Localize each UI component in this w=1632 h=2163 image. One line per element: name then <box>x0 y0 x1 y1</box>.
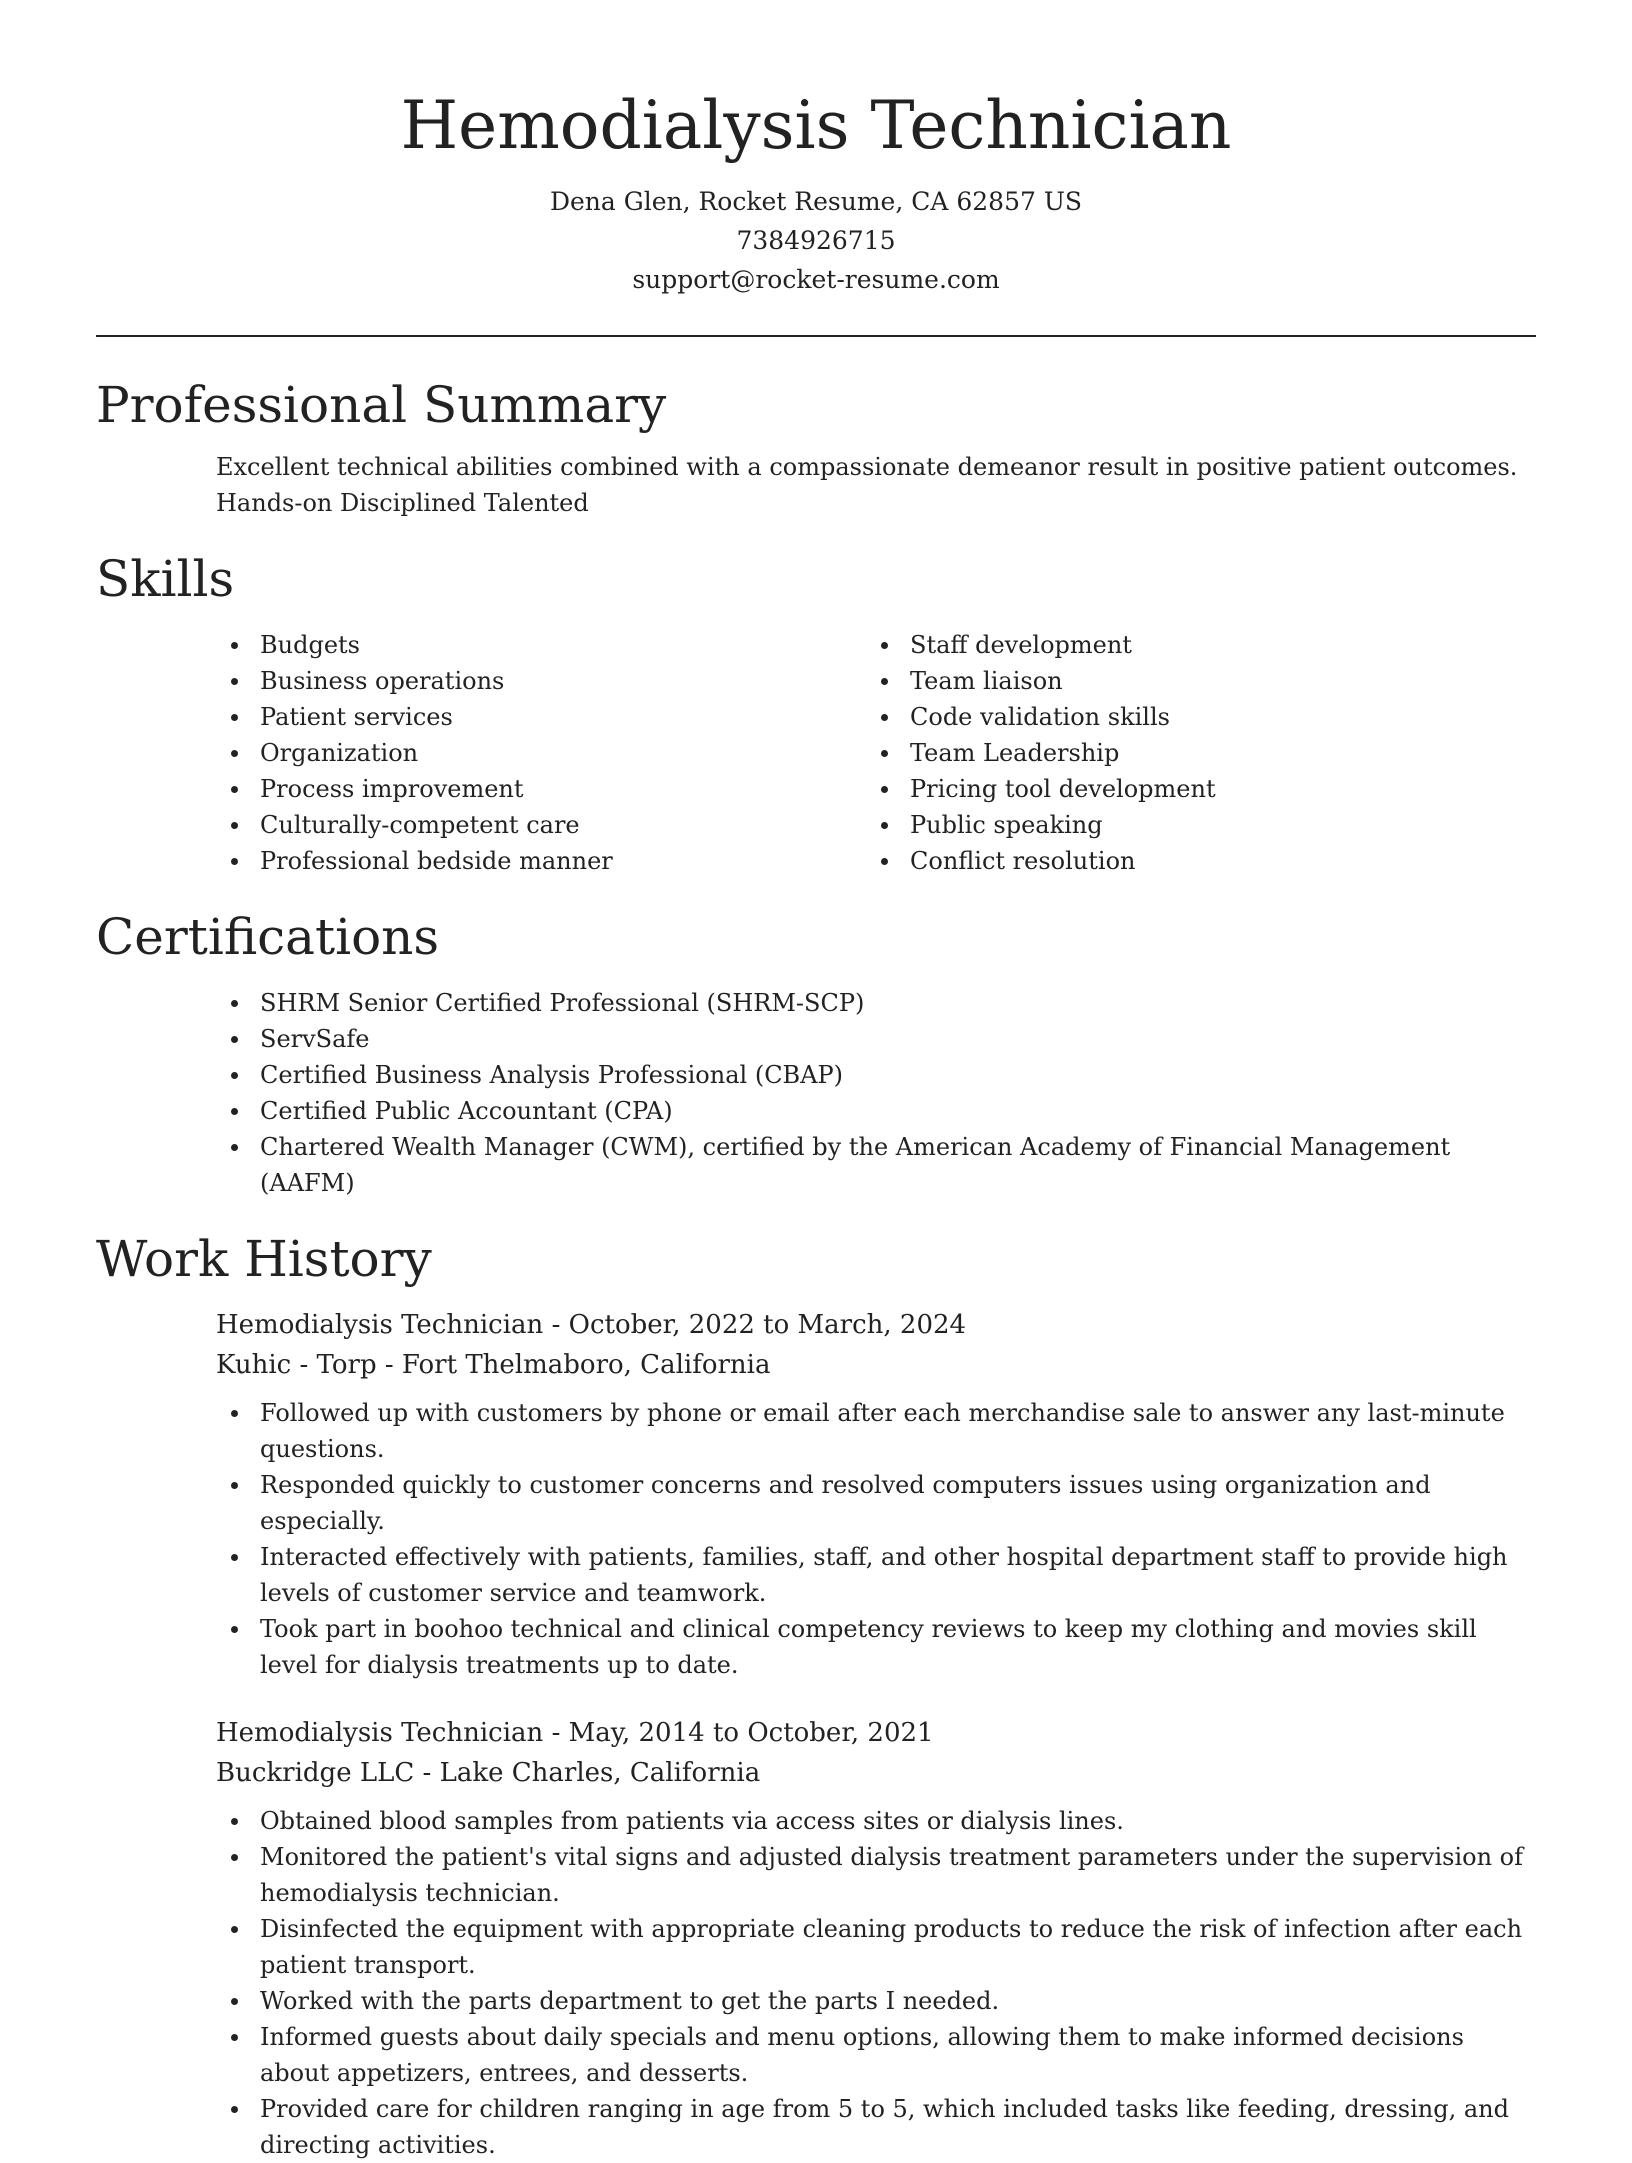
job-employer: Buckridge LLC <box>216 1758 415 1788</box>
job-duty-item: Monitored the patient's vital signs and adjusted dialysis treatment parameters under the supervision of hemodialysis technician. <box>216 1839 1536 1911</box>
certification-item: Certified Public Accountant (CPA) <box>216 1093 1536 1129</box>
skill-item: Conflict resolution <box>866 843 1216 879</box>
job-duty-item: Obtained blood samples from patients via access sites or dialysis lines. <box>216 1803 1536 1839</box>
job-duty-item: Responded quickly to customer concerns and resolved computers issues using organization and especially. <box>216 1467 1536 1539</box>
contact-block <box>96 182 1536 299</box>
resume-title: Hemodialysis Technician <box>400 87 1232 164</box>
resume-page <box>96 0 1536 2163</box>
skill-item: Pricing tool development <box>866 771 1216 807</box>
header-divider <box>96 335 1536 337</box>
skill-item: Professional bedside manner <box>216 843 866 879</box>
summary-text <box>216 449 1536 521</box>
job-location: - Lake Charles, California <box>414 1758 761 1788</box>
certification-item: Certified Business Analysis Professional (CBAP) <box>216 1057 1536 1093</box>
job-duty-item: Interacted effectively with patients, families, staff, and other hospital department staff to provide high levels of customer service and teamwork. <box>216 1539 1536 1611</box>
work-history-heading: Work History <box>96 1230 432 1288</box>
job-title-line <box>216 1713 1536 1753</box>
certifications-heading: Certifications <box>96 908 440 966</box>
summary-line-1: Excellent technical abilities combined with a compassionate demeanor result in positive patient outcomes. <box>216 453 1518 481</box>
skills-heading: Skills <box>96 550 235 608</box>
contact-phone: 7384926715 <box>736 226 896 255</box>
job-entry <box>216 1305 1536 1683</box>
job-duty-item: Took part in boohoo technical and clinical competency reviews to keep my clothing and movies skill level for dialysis treatments up to date. <box>216 1611 1536 1683</box>
job-duties-list <box>216 1803 1536 2163</box>
job-duty-item: Followed up with customers by phone or email after each merchandise sale to answer any last-minute questions. <box>216 1395 1536 1467</box>
certification-item: ServSafe <box>216 1021 1536 1057</box>
job-duty-item: Provided care for children ranging in age from 5 to 5, which included tasks like feeding, dressing, and directing activities. <box>216 2091 1536 2163</box>
summary-heading: Professional Summary <box>96 376 667 434</box>
job-dates: - October, 2022 to March, 2024 <box>543 1310 967 1340</box>
skill-item: Staff development <box>866 627 1216 663</box>
skill-item: Team Leadership <box>866 735 1216 771</box>
skill-item: Organization <box>216 735 866 771</box>
job-dates: - May, 2014 to October, 2021 <box>543 1718 934 1748</box>
skills-columns <box>216 627 1536 879</box>
certification-item: Chartered Wealth Manager (CWM), certified by the American Academy of Financial Management (AAFM) <box>216 1129 1536 1201</box>
job-role: Hemodialysis Technician <box>216 1718 544 1748</box>
job-entry <box>216 1713 1536 2163</box>
skill-item: Patient services <box>216 699 866 735</box>
skill-item: Process improvement <box>216 771 866 807</box>
skill-item: Public speaking <box>866 807 1216 843</box>
job-duty-item: Informed guests about daily specials and menu options, allowing them to make informed decisions about appetizers, entrees, and desserts. <box>216 2019 1536 2091</box>
summary-line-2: Hands-on Disciplined Talented <box>216 489 589 517</box>
resume-header <box>96 0 1536 299</box>
job-duty-item: Disinfected the equipment with appropriate cleaning products to reduce the risk of infection after each patient transport. <box>216 1911 1536 1983</box>
job-duty-item: Worked with the parts department to get the parts I needed. <box>216 1983 1536 2019</box>
job-location: - Fort Thelmaboro, California <box>376 1350 771 1380</box>
skill-item: Code validation skills <box>866 699 1216 735</box>
job-title-line <box>216 1305 1536 1345</box>
job-employer: Kuhic - Torp <box>216 1350 377 1380</box>
skills-right-column <box>866 627 1216 879</box>
skill-item: Culturally-competent care <box>216 807 866 843</box>
job-duties-list <box>216 1395 1536 1683</box>
certifications-list <box>216 985 1536 1201</box>
job-role: Hemodialysis Technician <box>216 1310 544 1340</box>
contact-address: Dena Glen, Rocket Resume, CA 62857 US <box>549 187 1083 216</box>
job-employer-line <box>216 1345 1536 1385</box>
skill-item: Budgets <box>216 627 866 663</box>
contact-email: support@rocket-resume.com <box>632 265 1000 294</box>
certification-item: SHRM Senior Certified Professional (SHRM-SCP) <box>216 985 1536 1021</box>
skill-item: Business operations <box>216 663 866 699</box>
job-employer-line <box>216 1753 1536 1793</box>
skill-item: Team liaison <box>866 663 1216 699</box>
skills-left-column <box>216 627 866 879</box>
